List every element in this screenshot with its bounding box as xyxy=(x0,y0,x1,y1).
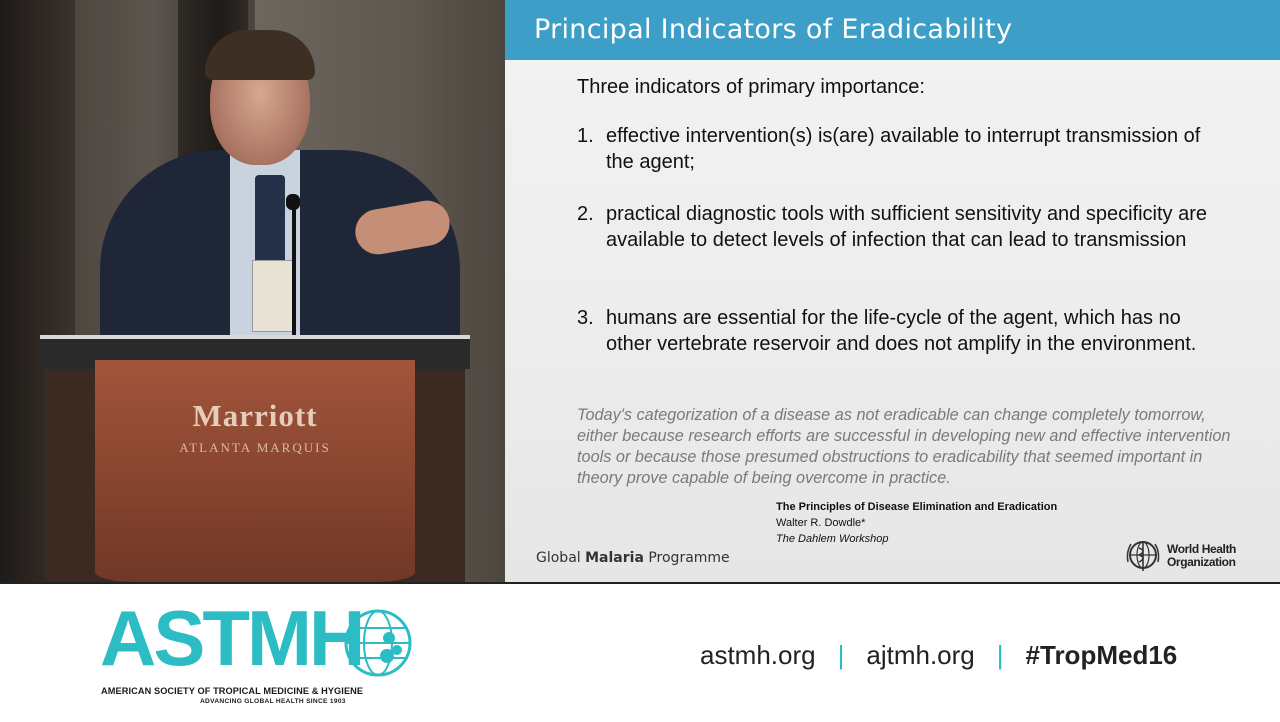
hashtag-tropmed16[interactable]: #TropMed16 xyxy=(1025,640,1178,670)
indicator-item xyxy=(577,123,1217,175)
programme-suffix: Programme xyxy=(643,550,730,566)
who-emblem-icon xyxy=(1124,538,1162,574)
programme-bold: Malaria xyxy=(585,550,644,566)
podium-logo: Marriott xyxy=(192,398,318,433)
indicator-number: 1. xyxy=(577,125,594,147)
programme-prefix: Global xyxy=(536,550,586,566)
who-logo xyxy=(1124,538,1244,574)
citation-title: The Principles of Disease Elimination and Eradication xyxy=(776,501,1058,513)
indicator-text: effective intervention(s) is(are) available to interrupt transmission of the agent; xyxy=(606,125,1201,173)
astmh-tagline: AMERICAN SOCIETY OF TROPICAL MEDICINE & HYGIENE xyxy=(101,686,364,696)
indicator-item xyxy=(577,305,1217,357)
microphone-stand xyxy=(292,196,296,336)
citation xyxy=(776,499,1057,547)
link-ajtmh[interactable]: ajtmh.org xyxy=(866,640,975,670)
astmh-logo-text: ASTMH xyxy=(100,594,363,682)
citation-author: Walter R. Dowdle* xyxy=(776,517,866,529)
podium-front-panel xyxy=(95,360,415,582)
who-text xyxy=(1167,543,1236,569)
slide-quote: Today's categorization of a disease as not eradicable can change completely tomorrow, either because research efforts are successful in developing new and effective intervention tools or because those presumed obstructions to eradicability that seemed important in theory prove capable of being overcome in practice. xyxy=(577,406,1231,487)
footer-banner xyxy=(0,582,1280,722)
presentation-slide xyxy=(505,0,1280,582)
footer-links xyxy=(700,640,1177,671)
link-separator: | xyxy=(837,640,845,670)
podium-subtitle: ATLANTA MARQUIS xyxy=(179,440,331,455)
link-separator: | xyxy=(996,640,1004,670)
slide-title: Principal Indicators of Eradicability xyxy=(534,14,1013,45)
slide-title-bar xyxy=(505,0,1280,60)
citation-journal: The Dahlem Workshop xyxy=(776,533,889,545)
astmh-globe-icon xyxy=(343,608,413,678)
indicator-number: 3. xyxy=(577,307,594,329)
astmh-since: ADVANCING GLOBAL HEALTH SINCE 1903 xyxy=(200,698,346,705)
indicator-item xyxy=(577,201,1217,253)
slide-intro: Three indicators of primary importance: xyxy=(577,76,925,98)
indicator-text: humans are essential for the life-cycle of the agent, which has no other vertebrate reservoir and does not amplify in the environment. xyxy=(606,307,1197,355)
link-astmh[interactable]: astmh.org xyxy=(700,640,816,670)
indicator-text: practical diagnostic tools with sufficient sensitivity and specificity are available to detect levels of infection that can lead to transmission xyxy=(606,203,1208,251)
speaker-video xyxy=(0,0,505,582)
who-text-line2: Organization xyxy=(1167,555,1236,569)
who-text-line1: World Health xyxy=(1167,542,1236,556)
speaker-badge xyxy=(252,260,294,332)
indicator-number: 2. xyxy=(577,203,594,225)
global-malaria-programme-label xyxy=(536,550,730,566)
